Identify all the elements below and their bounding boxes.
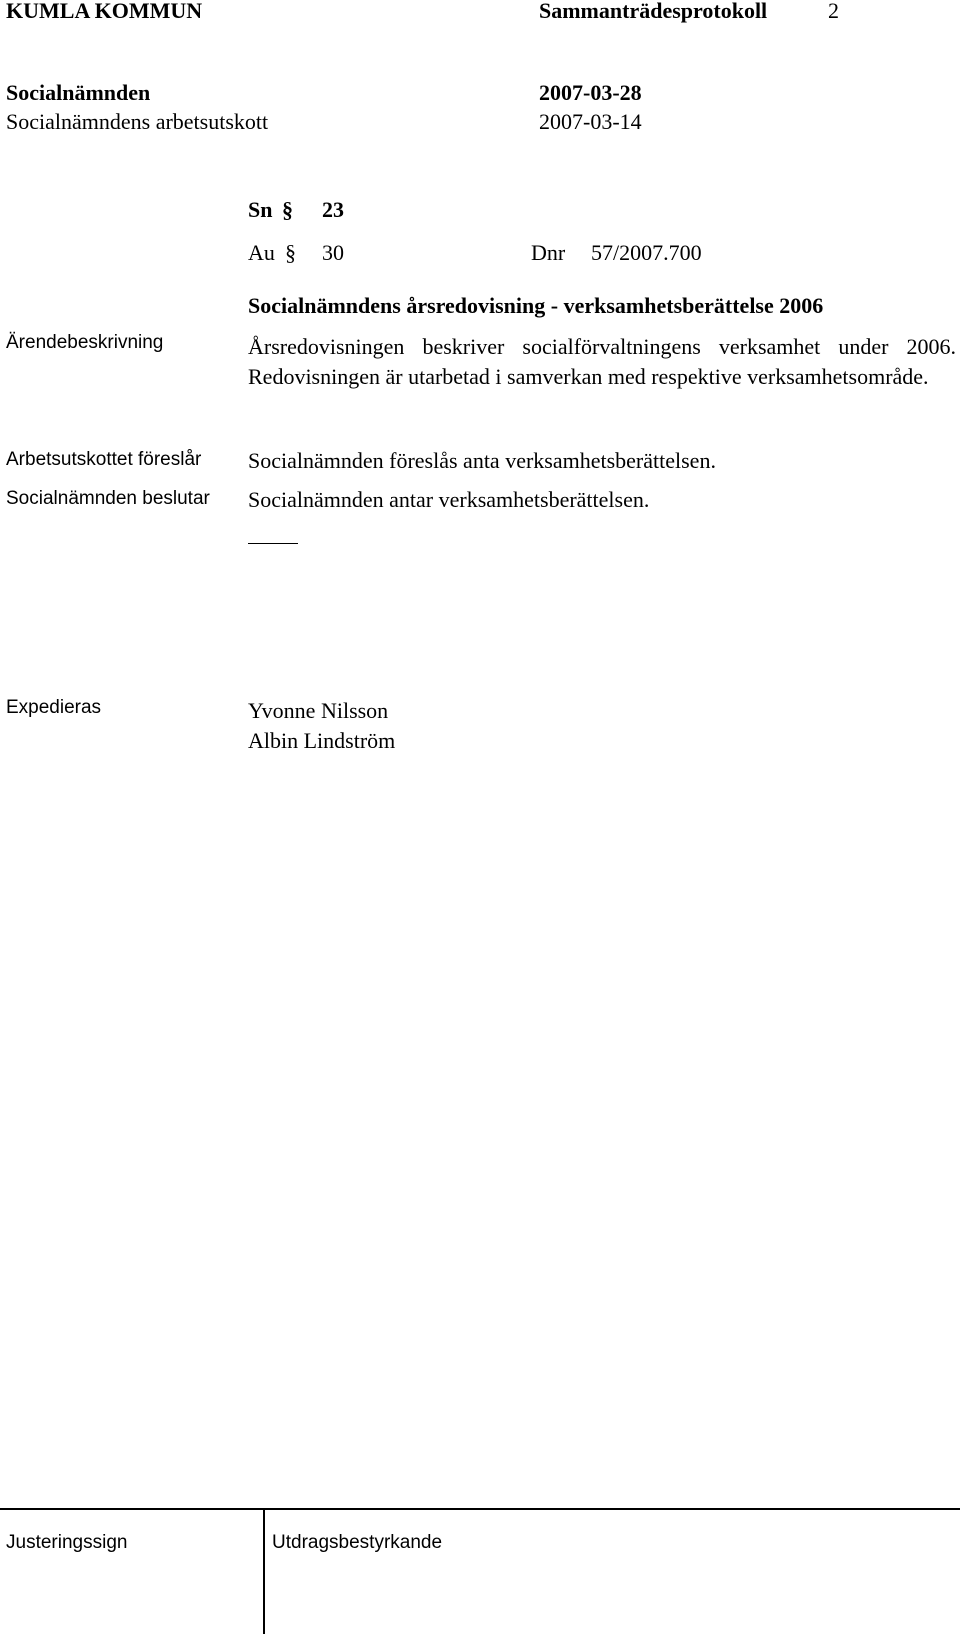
proposal-label: Arbetsutskottet föreslår [6, 449, 202, 470]
dispatch-recipient: Albin Lindström [248, 728, 396, 753]
board-name: Socialnämnden [6, 80, 151, 105]
sn-label: Sn [248, 197, 273, 222]
description-text: Årsredovisningen beskriver socialförvaltningens verksamhet under 2006. Redovisningen är utarbetad i samverkan med respektive verksamhetsområde. [248, 334, 956, 389]
decision-text: Socialnämnden antar verksamhetsberättelsen. [248, 487, 650, 512]
au-label: Au [248, 240, 275, 265]
board-meeting-date: 2007-03-28 [539, 80, 642, 105]
dispatch-label: Expedieras [6, 697, 102, 718]
page-number: 2 [828, 0, 839, 23]
footer-divider [0, 1508, 960, 1510]
sn-paragraph-number: 23 [322, 197, 344, 222]
au-paragraph-symbol: § [285, 240, 296, 265]
organization-name: KUMLA KOMMUN [6, 0, 203, 23]
sn-paragraph-symbol: § [282, 197, 293, 222]
au-paragraph-number: 30 [322, 240, 344, 265]
adjust-signature-label: Justeringssign [6, 1532, 128, 1553]
document-type: Sammanträdesprotokoll [539, 0, 768, 23]
dnr-label: Dnr [531, 240, 566, 265]
matter-title: Socialnämndens årsredovisning - verksamhetsberättelse 2006 [248, 293, 824, 318]
description-label: Ärendebeskrivning [6, 332, 164, 353]
dispatch-recipient: Yvonne Nilsson [248, 698, 389, 723]
footer-column-divider [263, 1509, 265, 1634]
committee-name: Socialnämndens arbetsutskott [6, 109, 269, 134]
extract-certification-label: Utdragsbestyrkande [272, 1532, 443, 1553]
proposal-text: Socialnämnden föreslås anta verksamhetsberättelsen. [248, 448, 716, 473]
committee-meeting-date: 2007-03-14 [539, 109, 642, 134]
dnr-number: 57/2007.700 [591, 240, 702, 265]
decision-label: Socialnämnden beslutar [6, 488, 210, 509]
end-rule [248, 543, 298, 544]
